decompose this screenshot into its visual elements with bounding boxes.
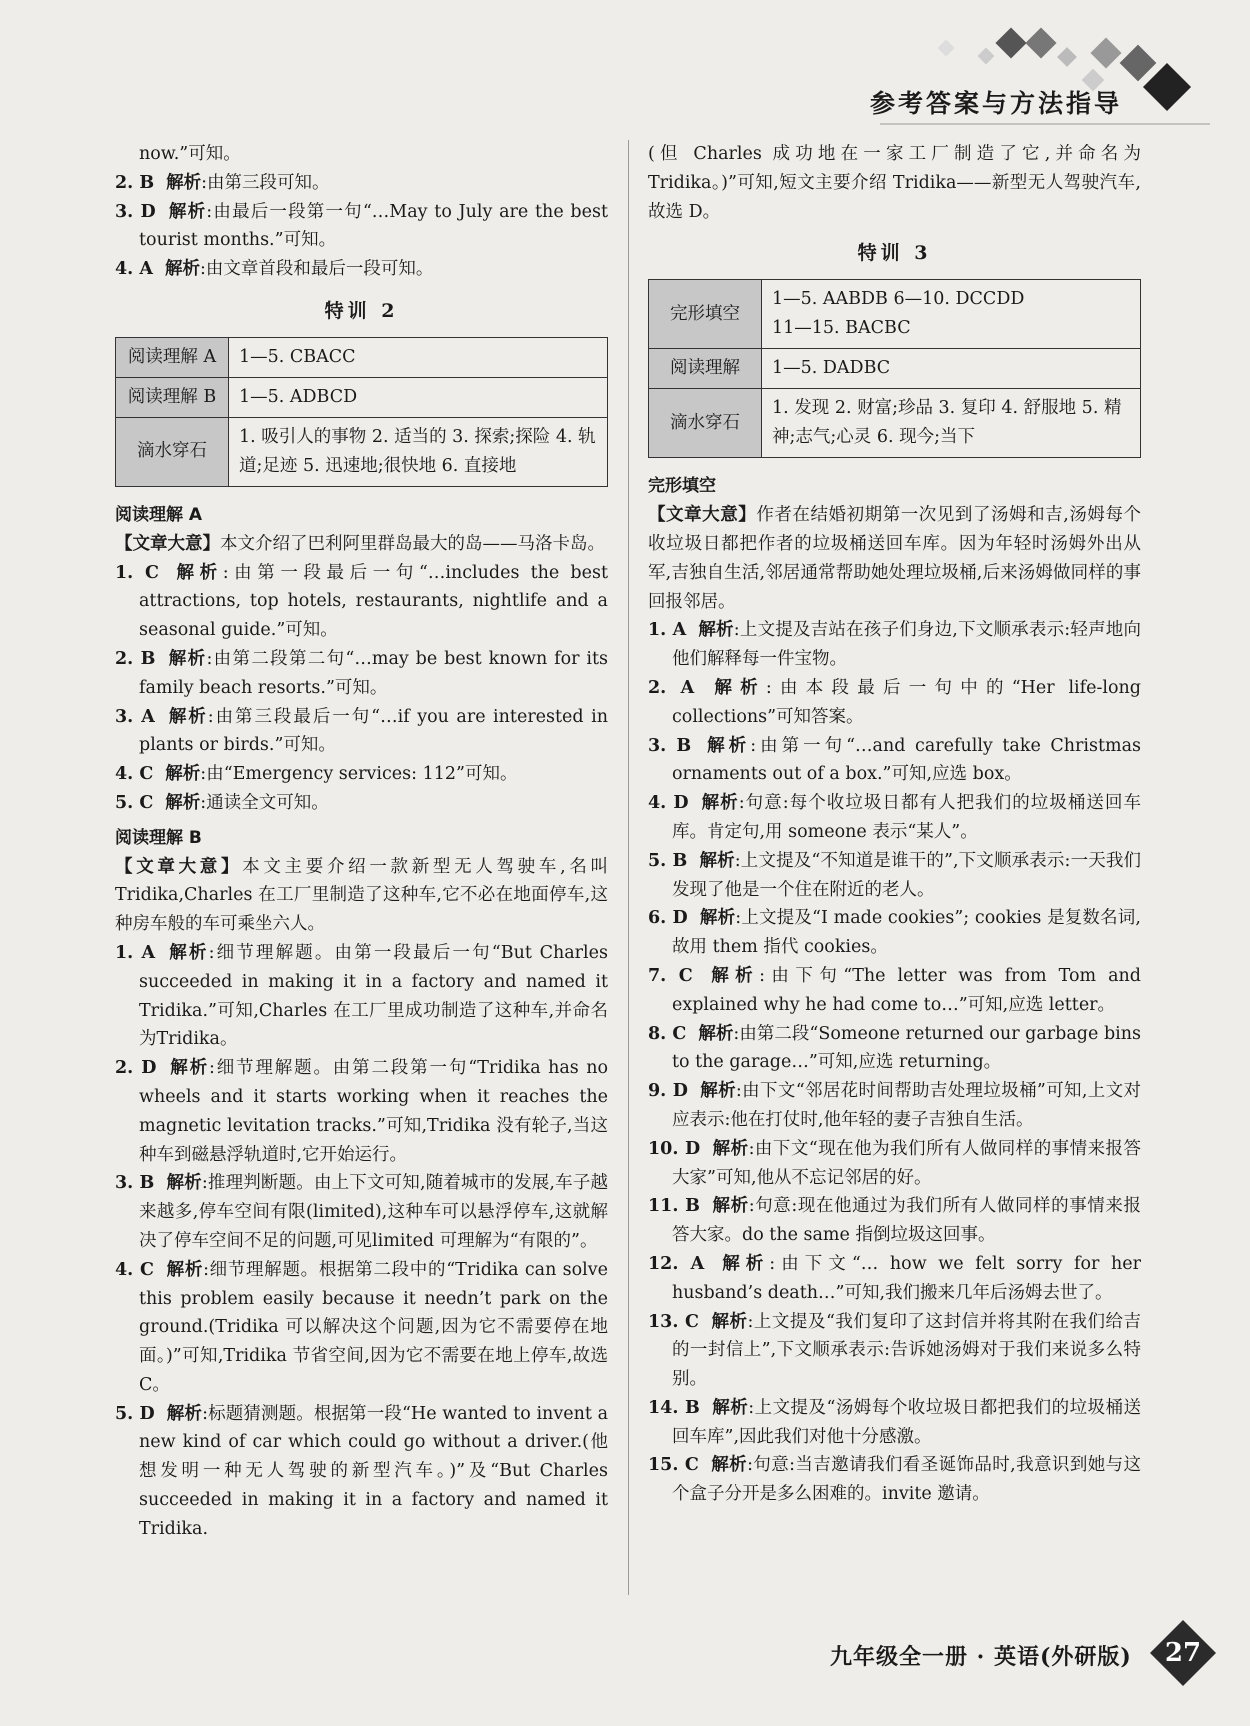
analysis-keyword: 解析 [164, 259, 200, 280]
answer-number: 1. A [648, 620, 687, 641]
analysis-keyword: 解析 [716, 1253, 770, 1274]
header-title: 参考答案与方法指导 [870, 89, 1123, 118]
book-title: 九年级全一册 · 英语(外研版) [830, 1644, 1132, 1670]
answer-item [648, 674, 1141, 732]
answer-number: 6. D [648, 908, 688, 929]
analysis-keyword: 解析 [711, 1196, 749, 1217]
answer-number: 3. A [115, 706, 155, 727]
analysis-text: :通读全文可知。 [200, 792, 329, 813]
summary-text: 本文介绍了巴利阿里群岛最大的岛——马洛卡岛。 [220, 533, 605, 554]
answer-item [648, 732, 1141, 790]
table-row [116, 337, 608, 377]
training-3-table [648, 279, 1141, 458]
reading-b-summary [115, 853, 608, 939]
answer-item [648, 1135, 1141, 1193]
answer-item [648, 616, 1141, 674]
row-answers [762, 280, 1141, 349]
table-row [649, 389, 1141, 458]
analysis-keyword: 解析 [703, 735, 751, 756]
row-label: 阅读理解 B [116, 377, 229, 417]
answer-number: 5. C [115, 792, 154, 813]
analysis-keyword: 解析 [166, 1173, 202, 1194]
answer-item [648, 1077, 1141, 1135]
analysis-text: :由最后一段第一句“…May to July are the best tourist months.”可知。 [139, 201, 609, 251]
answer-line: 1—5. AABDB 6—10. DCCDD [772, 289, 1025, 310]
analysis-keyword: 解析 [710, 1455, 748, 1476]
analysis-keyword: 解析 [698, 1023, 734, 1044]
training-2-table [115, 337, 608, 487]
answer-number: 13. C [648, 1311, 699, 1332]
analysis-text: :由第二段第二句“…may be best known for its family beach resorts.”可知。 [139, 648, 608, 698]
analysis-keyword: 解析 [166, 172, 202, 193]
row-answers: 1—5. ADBCD [229, 377, 608, 417]
answer-item [648, 789, 1141, 847]
reading-b-answers [115, 939, 608, 1544]
answer-number: 3. D [115, 201, 156, 222]
answer-item [115, 559, 608, 645]
answer-item [648, 847, 1141, 905]
continuation-text: (但 Charles 成功地在一家工厂制造了它,并命名为Tridika。)”可知,短文主要介绍 Tridika——新型无人驾驶汽车,故选 D。 [648, 144, 1141, 222]
answer-number: 7. C [648, 965, 693, 986]
analysis-text: :由下句“The letter was from Tom and explained why he had come to…”可知,应选 letter。 [672, 965, 1142, 1015]
analysis-text: :由第二段“Someone returned our garbage bins to the garage…”可知,应选 returning。 [672, 1023, 1142, 1073]
row-answers: 1. 发现 2. 财富;珍品 3. 复印 4. 舒服地 5. 精神;志气;心灵 6. 现今;当下 [762, 389, 1141, 458]
analysis-keyword: 解析 [165, 1259, 204, 1280]
analysis-text: :推理判断题。由上下文可知,随着城市的发展,车子越来越多,停车空间有限(limited),这种车可以悬浮停车,这就解决了停车空间不足的问题,可见limited 可理解为“有限的”。 [139, 1173, 608, 1251]
answer-number: 3. B [115, 1173, 155, 1194]
answer-item [115, 645, 608, 703]
reading-a-summary [115, 530, 608, 559]
analysis-text: :上文提及吉站在孩子们身边,下文顺承表示:轻声地向他们解释每一件宝物。 [672, 620, 1141, 670]
left-column [115, 140, 608, 1544]
answer-number: 12. A [648, 1253, 705, 1274]
summary-label: 【文章大意】 [115, 533, 220, 554]
row-label: 滴水穿石 [116, 417, 229, 486]
answer-item [648, 1250, 1141, 1308]
answer-item [115, 1054, 608, 1169]
analysis-text: :由“Emergency services: 112”可知。 [200, 764, 518, 785]
row-answers: 1—5. CBACC [229, 337, 608, 377]
answer-number: 1. C [115, 562, 159, 583]
analysis-text: :句意:现在他通过为我们所有人做同样的事情来报答大家。do the same 指倒垃圾这回事。 [672, 1196, 1141, 1246]
analysis-text: :由第三段最后一句“…if you are interested in plants or birds.”可知。 [139, 706, 608, 756]
answer-number: 2. A [648, 677, 695, 698]
answer-number: 1. A [115, 942, 156, 963]
row-label: 完形填空 [649, 280, 762, 349]
answer-number: 4. A [115, 259, 153, 280]
answer-item [115, 789, 608, 818]
prev-answer-list [115, 169, 608, 284]
right-column [648, 140, 1141, 1509]
answer-item [115, 703, 608, 761]
analysis-keyword: 解析 [167, 942, 209, 963]
analysis-text: :细节理解题。根据第二段中的“Tridika can solve this problem easily because it needn’t park on the ground.(Tridika 可以解决这个问题,因为它不需要停在地面。)”可知,Tridika 节省空间,因为它不需要在地上停车,故选 C。 [139, 1259, 608, 1395]
analysis-keyword: 解析 [700, 793, 739, 814]
analysis-keyword: 解析 [166, 1403, 203, 1424]
row-label: 阅读理解 A [116, 337, 229, 377]
reading-a-heading: 阅读理解 A [115, 504, 203, 525]
analysis-text: :上文提及“不知道是谁干的”,下文顺承表示:一天我们发现了他是一个住在附近的老人。 [672, 850, 1142, 900]
analysis-text: :句意:当吉邀请我们看圣诞饰品时,我意识到她与这个盒子分开是多么困难的。invite 邀请。 [672, 1455, 1142, 1505]
column-divider [628, 140, 629, 1595]
answer-number: 2. D [115, 1058, 157, 1079]
page-number: 27 [1164, 1638, 1202, 1668]
answer-item [115, 760, 608, 789]
reading-b-heading: 阅读理解 B [115, 827, 202, 848]
analysis-text: :细节理解题。由第一段最后一句“But Charles succeeded in making it in a factory and named it Tridika.”可知,Charles 在工厂里成功制造了这种车,并命名为Tridika。 [139, 942, 608, 1050]
table-row [649, 349, 1141, 389]
analysis-keyword: 解析 [699, 1081, 736, 1102]
row-label: 滴水穿石 [649, 389, 762, 458]
analysis-text: :标题猜测题。根据第一段“He wanted to invent a new kind of car which could go without a driver.(他想发明一种无人驾驶的新型汽车。)”及“But Charles succeeded in making it in a factory and named it Tridika. [139, 1403, 609, 1539]
cloze-answers [648, 616, 1141, 1509]
analysis-keyword: 解析 [167, 648, 207, 669]
answer-line: 11—15. BACBC [772, 318, 911, 339]
answer-item [648, 962, 1141, 1020]
answer-item [115, 939, 608, 1054]
summary-label: 【文章大意】 [115, 856, 243, 877]
answer-number: 14. B [648, 1397, 700, 1418]
answer-item [115, 1256, 608, 1400]
analysis-text: :句意:每个收垃圾日都有人把我们的垃圾桶送回车库。肯定句,用 someone 表示“某人”。 [672, 793, 1142, 842]
answer-number: 3. B [648, 735, 692, 756]
row-answers: 1. 吸引人的事物 2. 适当的 3. 探索;探险 4. 轨道;足迹 5. 迅速地;很快地 6. 直接地 [229, 417, 608, 486]
analysis-keyword: 解析 [706, 677, 766, 698]
answer-number: 4. C [115, 764, 154, 785]
answer-number: 11. B [648, 1196, 700, 1217]
training-3-title: 特训 3 [857, 242, 932, 265]
analysis-keyword: 解析 [168, 1058, 209, 1079]
answer-item [648, 1192, 1141, 1250]
answer-item [648, 1451, 1141, 1509]
answer-item [648, 1394, 1141, 1452]
analysis-text: :上文提及“汤姆每个收垃圾日都把我们的垃圾桶送回车库”,因此我们对他十分感激。 [672, 1397, 1141, 1447]
answer-item [648, 1308, 1141, 1394]
analysis-text: :由本段最后一句中的“Her life-long collections”可知答案。 [672, 677, 1142, 727]
analysis-keyword: 解析 [165, 764, 201, 785]
answer-number: 5. B [648, 850, 688, 871]
cloze-heading: 完形填空 [648, 476, 716, 497]
answer-number: 9. D [648, 1081, 688, 1102]
answer-number: 2. B [115, 648, 156, 669]
analysis-keyword: 解析 [699, 908, 736, 929]
summary-text: 本文主要介绍一款新型无人驾驶车,名叫Tridika,Charles 在工厂里制造了这种车,它不必在地面停车,这种房车般的车可乘坐六人。 [115, 856, 609, 935]
answer-number: 4. C [115, 1259, 154, 1280]
cloze-summary [648, 501, 1141, 616]
analysis-text: :由下文“邻居花时间帮助吉处理垃圾桶”可知,上文对应表示:他在打仗时,他年轻的妻子吉独自生活。 [672, 1081, 1141, 1130]
analysis-text: :由第一段最后一句“…includes the best attractions, top hotels, restaurants, nightlife and a seasonal guide.”可知。 [139, 562, 609, 641]
answer-item [115, 198, 608, 256]
answer-number: 4. D [648, 793, 689, 814]
table-row [116, 377, 608, 417]
analysis-text: :上文提及“我们复印了这封信并将其附在我们给吉的一封信上”,下文顺承表示:告诉她汤姆对于我们来说多么特别。 [672, 1311, 1142, 1390]
analysis-keyword: 解析 [699, 850, 735, 871]
answer-item [115, 1169, 608, 1255]
analysis-text: :由文章首段和最后一段可知。 [199, 259, 434, 280]
answer-number: 2. B [115, 172, 155, 193]
answer-item [115, 1400, 608, 1544]
analysis-keyword: 解析 [165, 792, 201, 813]
table-row [116, 417, 608, 486]
analysis-keyword: 解析 [167, 201, 207, 222]
row-answers: 1—5. DADBC [762, 349, 1141, 389]
analysis-keyword: 解析 [698, 620, 734, 641]
analysis-keyword: 解析 [711, 1397, 749, 1418]
answer-item [648, 1020, 1141, 1078]
analysis-text: :细节理解题。由第二段第一句“Tridika has no wheels and it starts working when it reaches the magnetic levitation tracks.”可知,Tridika 没有轮子,当这种车到磁悬浮轨道时,它开始运行。 [139, 1058, 608, 1165]
analysis-keyword: 解析 [710, 1311, 748, 1332]
answer-item [115, 169, 608, 198]
reading-a-answers [115, 559, 608, 818]
answer-number: 15. C [648, 1455, 699, 1476]
summary-text: 作者在结婚初期第一次见到了汤姆和吉,汤姆每个收垃圾日都把作者的垃圾桶送回车库。因为年轻时汤姆外出从军,吉独自生活,邻居通常帮助她处理垃圾桶,后来汤姆做同样的事回报邻居。 [648, 505, 1142, 612]
analysis-text: :由第一句“…and carefully take Christmas ornaments out of a box.”可知,应选 box。 [672, 735, 1142, 785]
analysis-keyword: 解析 [704, 965, 760, 986]
answer-item [115, 255, 608, 284]
analysis-text: :上文提及“I made cookies”; cookies 是复数名词,故用 them 指代 cookies。 [672, 908, 1142, 958]
answer-number: 5. D [115, 1403, 155, 1424]
answer-number: 10. D [648, 1138, 701, 1159]
analysis-text: :由第三段可知。 [201, 172, 330, 193]
intro-line: now.”可知。 [139, 144, 241, 164]
summary-label: 【文章大意】 [648, 505, 757, 526]
analysis-text: :由下文“… how we felt sorry for her husband’s death…”可知,我们搬来几年后汤姆去世了。 [672, 1253, 1141, 1303]
answer-number: 8. C [648, 1023, 687, 1044]
training-2-title: 特训 2 [324, 299, 399, 322]
answer-item [648, 904, 1141, 962]
analysis-keyword: 解析 [166, 706, 208, 727]
analysis-text: :由下文“现在他为我们所有人做同样的事情来报答大家”可知,他从不忘记邻居的好。 [672, 1138, 1142, 1188]
table-row [649, 280, 1141, 349]
analysis-keyword: 解析 [712, 1138, 749, 1159]
analysis-keyword: 解析 [170, 562, 223, 583]
row-label: 阅读理解 [649, 349, 762, 389]
